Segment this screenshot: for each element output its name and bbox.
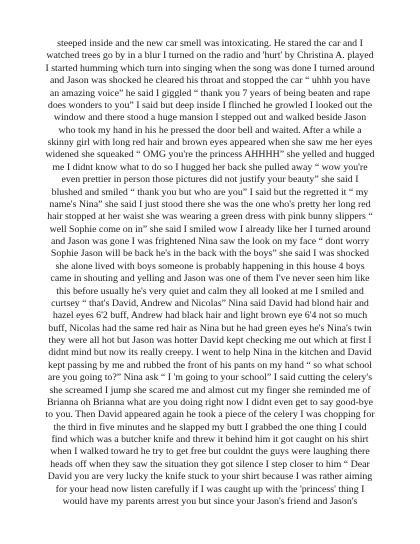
text-line: steeped inside and the new car smell was intoxicating. He stared the car and I: [57, 38, 363, 49]
text-line: came in shouting and yelling and Jason was one of them I've never seen him like: [50, 273, 370, 285]
text-line: me I didnt know what to do so I hugged her back she pulled away “ wow you're: [52, 161, 368, 173]
text-line: she alone lived with boys someone is probably happening in this house 4 boys: [55, 260, 365, 272]
text-line: buff, Nicolas had the same red hair as Nina but he had green eyes he's Nina's twin: [48, 322, 372, 334]
text-line: David you are very lucky the knife stuck to your shirt because I was rather aiming: [47, 471, 373, 483]
text-line: didnt mind but now its really creepy. I went to help Nina in the kitchen and David: [48, 347, 372, 359]
text-line: watched trees go by in a blur I turned on the radio and 'hurt' by Christina A. played: [46, 50, 374, 62]
text-line: Brianna oh Brianna what are you doing right now I didnt even get to say good-bye: [46, 396, 374, 408]
text-line: even prettier in person those pictures did not justify your beauty” she said I: [61, 174, 359, 186]
text-line: blushed and smiled “ thank you but who are you” I said but the regretted it “ my: [51, 186, 369, 198]
text-line: well Sophie come on in” she said I smiled wow I already like her I turned around: [49, 223, 371, 235]
text-line: find which was a butcher knife and threw it behind him it got caught on his shirt: [51, 434, 369, 445]
story-text: [12, 38, 408, 508]
text-line: she screamed I jump she scared me and almost cut my finger she reminded me of: [49, 384, 371, 396]
text-line: name's Nina” she said I just stood there she was the one who's pretty her long red: [49, 198, 371, 210]
text-line: when I walked toward he try to get free but couldnt the guys were laughing there: [50, 446, 370, 458]
text-line: this before usually he's very quiet and calm they all looked at me I smiled and: [56, 285, 364, 297]
text-line: are you going to?” Nina ask “ I 'm going to your school” I said cutting the celery's: [47, 372, 373, 384]
text-line: skinny girl with long red hair and brown eyes appeared when she saw me her eyes: [47, 137, 373, 148]
text-line: and Jason was gone I was frightened Nina saw the look on my face “ dont worry: [50, 236, 370, 247]
text-line: hazel eyes 6'2 buff, Andrew had black hair and light brown eye 6'4 not so much: [52, 310, 368, 322]
text-line: who took my hand in his he pressed the door bell and waited. After a while a: [58, 124, 362, 136]
text-line: does wonders to you” I said but deep inside I flinched he growled I looked out the: [47, 99, 373, 111]
text-line: curtsey “ that's David, Andrew and Nicolas” Nina said David had blond hair and: [51, 297, 369, 309]
text-line: an amazing voice” he said I giggled “ thank you 7 years of being beaten and rape: [49, 87, 371, 99]
text-line: would have my parents arrest you but since your Jason's friend and Jason's: [62, 495, 358, 507]
text-line: the third in five minutes and he slapped my butt I grabbed the one thing I could: [53, 421, 367, 433]
text-line: Sophie Jason will be back he's in the back with the boys” she said I was shocked: [50, 248, 370, 260]
text-line: kept passing by me and rubbed the front of his pants on my hand “ so what school: [48, 359, 372, 371]
text-line: I started humming which turn into singing when the song was done I turned around: [45, 62, 375, 74]
text-line: they were all hot but Jason was hotter David kept checking me out which at first I: [48, 335, 372, 346]
text-line: and Jason was shocked he cleared his throat and stopped the car “ uhhh you have: [49, 75, 370, 87]
text-line: widened she squeaked “ OMG you're the princess AHHHH” she yelled and hugged: [45, 149, 375, 161]
text-line: window and there stood a huge mansion I stepped out and walked beside Jason: [53, 112, 367, 124]
text-line: for your head now listen carefully if I was caught up with the 'princess' thing I: [55, 483, 365, 495]
text-line: heads off when they saw the situation they got silence I step closer to him “ Dear: [50, 458, 370, 470]
text-line: to you. Then David appeared again he took a piece of the celery I was chopping for: [45, 409, 375, 421]
text-line: hair stopped at her waist she was wearing a green dress with pink bunny slippers “: [47, 211, 373, 223]
